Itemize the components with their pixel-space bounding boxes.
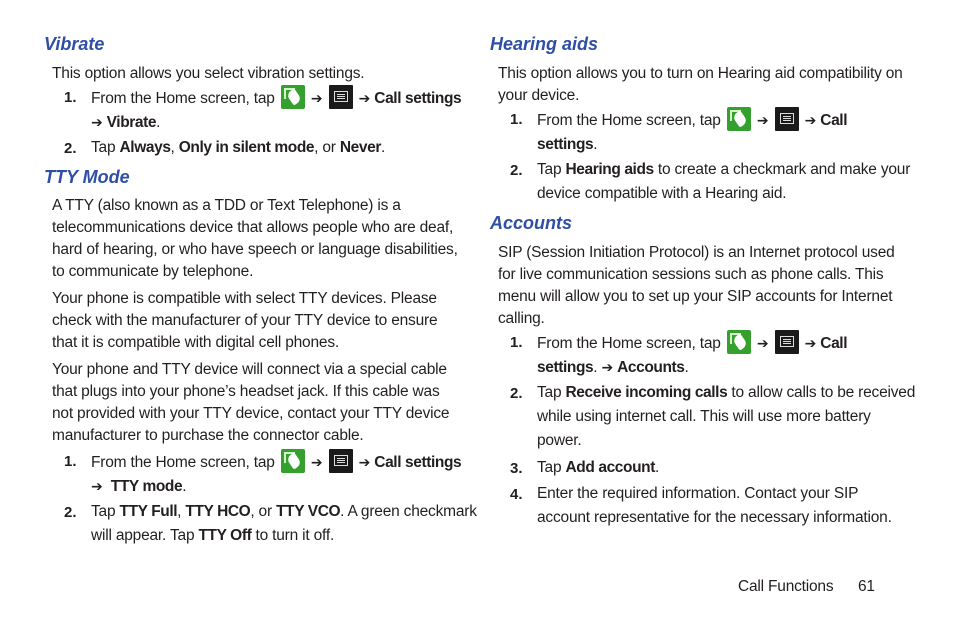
phone-app-icon xyxy=(281,85,305,109)
step-text: From the Home screen, tap xyxy=(91,90,275,107)
hearing-aids-label: Hearing aids xyxy=(565,161,654,178)
text-line: This option allows you to turn on Hearing aid compatibility on xyxy=(498,65,903,82)
tty-step1 xyxy=(91,449,461,499)
tty-para1 xyxy=(52,195,458,283)
arrow-icon: ➔ xyxy=(310,91,323,107)
page-number: 61 xyxy=(858,578,875,595)
step-text: Tap xyxy=(537,161,562,178)
accounts-step3 xyxy=(537,456,659,480)
add-account-label: Add account xyxy=(565,459,655,476)
text-line: that it is compatible with digital cell phones. xyxy=(52,334,339,351)
footer-section-title: Call Functions xyxy=(738,578,834,595)
tty-step1-number: 1. xyxy=(64,453,77,470)
step-text: Tap xyxy=(537,384,562,401)
punctuation: , xyxy=(170,139,175,156)
always-label: Always xyxy=(119,139,171,156)
text-line: menu will allow you to set up your SIP accounts for Internet xyxy=(498,288,893,305)
settings-label: settings xyxy=(537,136,594,153)
accounts-step1-number: 1. xyxy=(510,334,523,351)
only-silent-label: Only in silent mode xyxy=(178,139,315,156)
menu-key-icon xyxy=(775,330,799,354)
step-text: account representative for the necessary information. xyxy=(537,509,892,526)
step-text: From the Home screen, tap xyxy=(91,454,275,471)
punctuation: . xyxy=(654,459,660,476)
vibrate-label: Vibrate xyxy=(106,114,157,131)
step-text: power. xyxy=(537,432,582,449)
text-line: to communicate by telephone. xyxy=(52,263,254,280)
tty-para3 xyxy=(52,359,449,447)
tty-step2 xyxy=(91,500,477,548)
hearing-step2 xyxy=(537,158,910,206)
tty-full-label: TTY Full xyxy=(119,503,178,520)
accounts-label: Accounts xyxy=(617,359,685,376)
call-settings-label: Call settings xyxy=(374,90,462,107)
accounts-step4 xyxy=(537,482,892,530)
text-line: that plugs into your phone’s headset jack. If this cable was xyxy=(52,383,440,400)
text-line: check with the manufacturer of your TTY device to ensure xyxy=(52,312,438,329)
hearing-step1-number: 1. xyxy=(510,111,523,128)
hearing-step1 xyxy=(537,107,847,157)
accounts-step1 xyxy=(537,330,847,380)
accounts-step3-number: 3. xyxy=(510,460,523,477)
vibrate-step2-number: 2. xyxy=(64,140,77,157)
punctuation: . xyxy=(182,478,187,495)
step-text: Enter the required information. Contact your SIP xyxy=(537,485,859,502)
phone-app-icon xyxy=(727,330,751,354)
punctuation: . xyxy=(684,359,689,376)
accounts-step4-number: 4. xyxy=(510,486,523,503)
vibrate-step1-number: 1. xyxy=(64,89,77,106)
arrow-icon: ➔ xyxy=(358,455,371,471)
arrow-icon: ➔ xyxy=(756,336,769,352)
vibrate-intro: This option allows you select vibration settings. xyxy=(52,65,365,82)
text-line: Your phone is compatible with select TTY devices. Please xyxy=(52,290,437,307)
hearing-step2-number: 2. xyxy=(510,162,523,179)
text-line: telecommunications device that allows people who are deaf, xyxy=(52,219,454,236)
arrow-icon: ➔ xyxy=(91,115,103,131)
accounts-step2-number: 2. xyxy=(510,385,523,402)
step-text: device compatible with a Hearing aid. xyxy=(537,185,787,202)
punctuation: . xyxy=(156,114,161,131)
step-text: to create a checkmark and make your xyxy=(657,161,911,178)
step-text: Tap xyxy=(91,503,116,520)
punctuation: , xyxy=(177,503,182,520)
page-footer xyxy=(738,578,875,596)
text-line: A TTY (also known as a TDD or Text Telephone) is a xyxy=(52,197,401,214)
text-line: hard of hearing, or who have speech or language disabilities, xyxy=(52,241,458,258)
heading-vibrate: Vibrate xyxy=(44,34,105,54)
text-line: your device. xyxy=(498,87,580,104)
step-text: Tap xyxy=(537,459,562,476)
tty-para2 xyxy=(52,288,437,354)
step-text: . A green checkmark xyxy=(340,503,477,520)
step-text: will appear. Tap xyxy=(91,527,195,544)
tty-step2-number: 2. xyxy=(64,504,77,521)
phone-app-icon xyxy=(727,107,751,131)
arrow-icon: ➔ xyxy=(756,113,769,129)
menu-key-icon xyxy=(775,107,799,131)
step-text: , or xyxy=(314,139,336,156)
step-text: From the Home screen, tap xyxy=(537,335,721,352)
call-settings-label: Call settings xyxy=(374,454,462,471)
vibrate-step1 xyxy=(91,85,461,135)
arrow-icon: ➔ xyxy=(91,479,103,495)
arrow-icon: ➔ xyxy=(358,91,371,107)
tty-off-label: TTY Off xyxy=(198,527,252,544)
receive-calls-label: Receive incoming calls xyxy=(565,384,728,401)
arrow-icon: ➔ xyxy=(804,336,817,352)
arrow-icon: ➔ xyxy=(601,360,613,376)
step-text: From the Home screen, tap xyxy=(537,112,721,129)
punctuation: . xyxy=(380,139,386,156)
arrow-icon: ➔ xyxy=(310,455,323,471)
phone-app-icon xyxy=(281,449,305,473)
menu-key-icon xyxy=(329,449,353,473)
arrow-icon: ➔ xyxy=(804,113,817,129)
accounts-intro xyxy=(498,242,895,330)
text-line: for live communication sessions such as phone calls. This xyxy=(498,266,884,283)
text-line: Your phone and TTY device will connect via a special cable xyxy=(52,361,447,378)
heading-accounts: Accounts xyxy=(490,213,573,233)
step-text: to allow calls to be received xyxy=(731,384,916,401)
text-line: calling. xyxy=(498,310,545,327)
step-text: to turn it off. xyxy=(255,527,335,544)
text-line: manufacturer to purchase the connector cable. xyxy=(52,427,364,444)
text-line: SIP (Session Initiation Protocol) is an Internet protocol used xyxy=(498,244,895,261)
hearing-intro xyxy=(498,63,903,107)
vibrate-step2 xyxy=(91,136,385,160)
heading-tty-mode: TTY Mode xyxy=(44,167,130,187)
step-text: , or xyxy=(250,503,272,520)
tty-vco-label: TTY VCO xyxy=(276,503,341,520)
step-text: while using internet call. This will use more battery xyxy=(537,408,871,425)
call-label: Call xyxy=(820,335,848,352)
heading-hearing-aids: Hearing aids xyxy=(490,34,599,54)
punctuation: . xyxy=(593,136,598,153)
punctuation: . xyxy=(593,359,598,376)
never-label: Never xyxy=(339,139,381,156)
menu-key-icon xyxy=(329,85,353,109)
settings-label: settings xyxy=(537,359,594,376)
call-label: Call xyxy=(820,112,848,129)
accounts-step2 xyxy=(537,381,915,453)
tty-mode-label: TTY mode xyxy=(110,478,183,495)
step-text: Tap xyxy=(91,139,116,156)
tty-hco-label: TTY HCO xyxy=(185,503,251,520)
text-line: not provided with your TTY device, contact your TTY device xyxy=(52,405,450,422)
